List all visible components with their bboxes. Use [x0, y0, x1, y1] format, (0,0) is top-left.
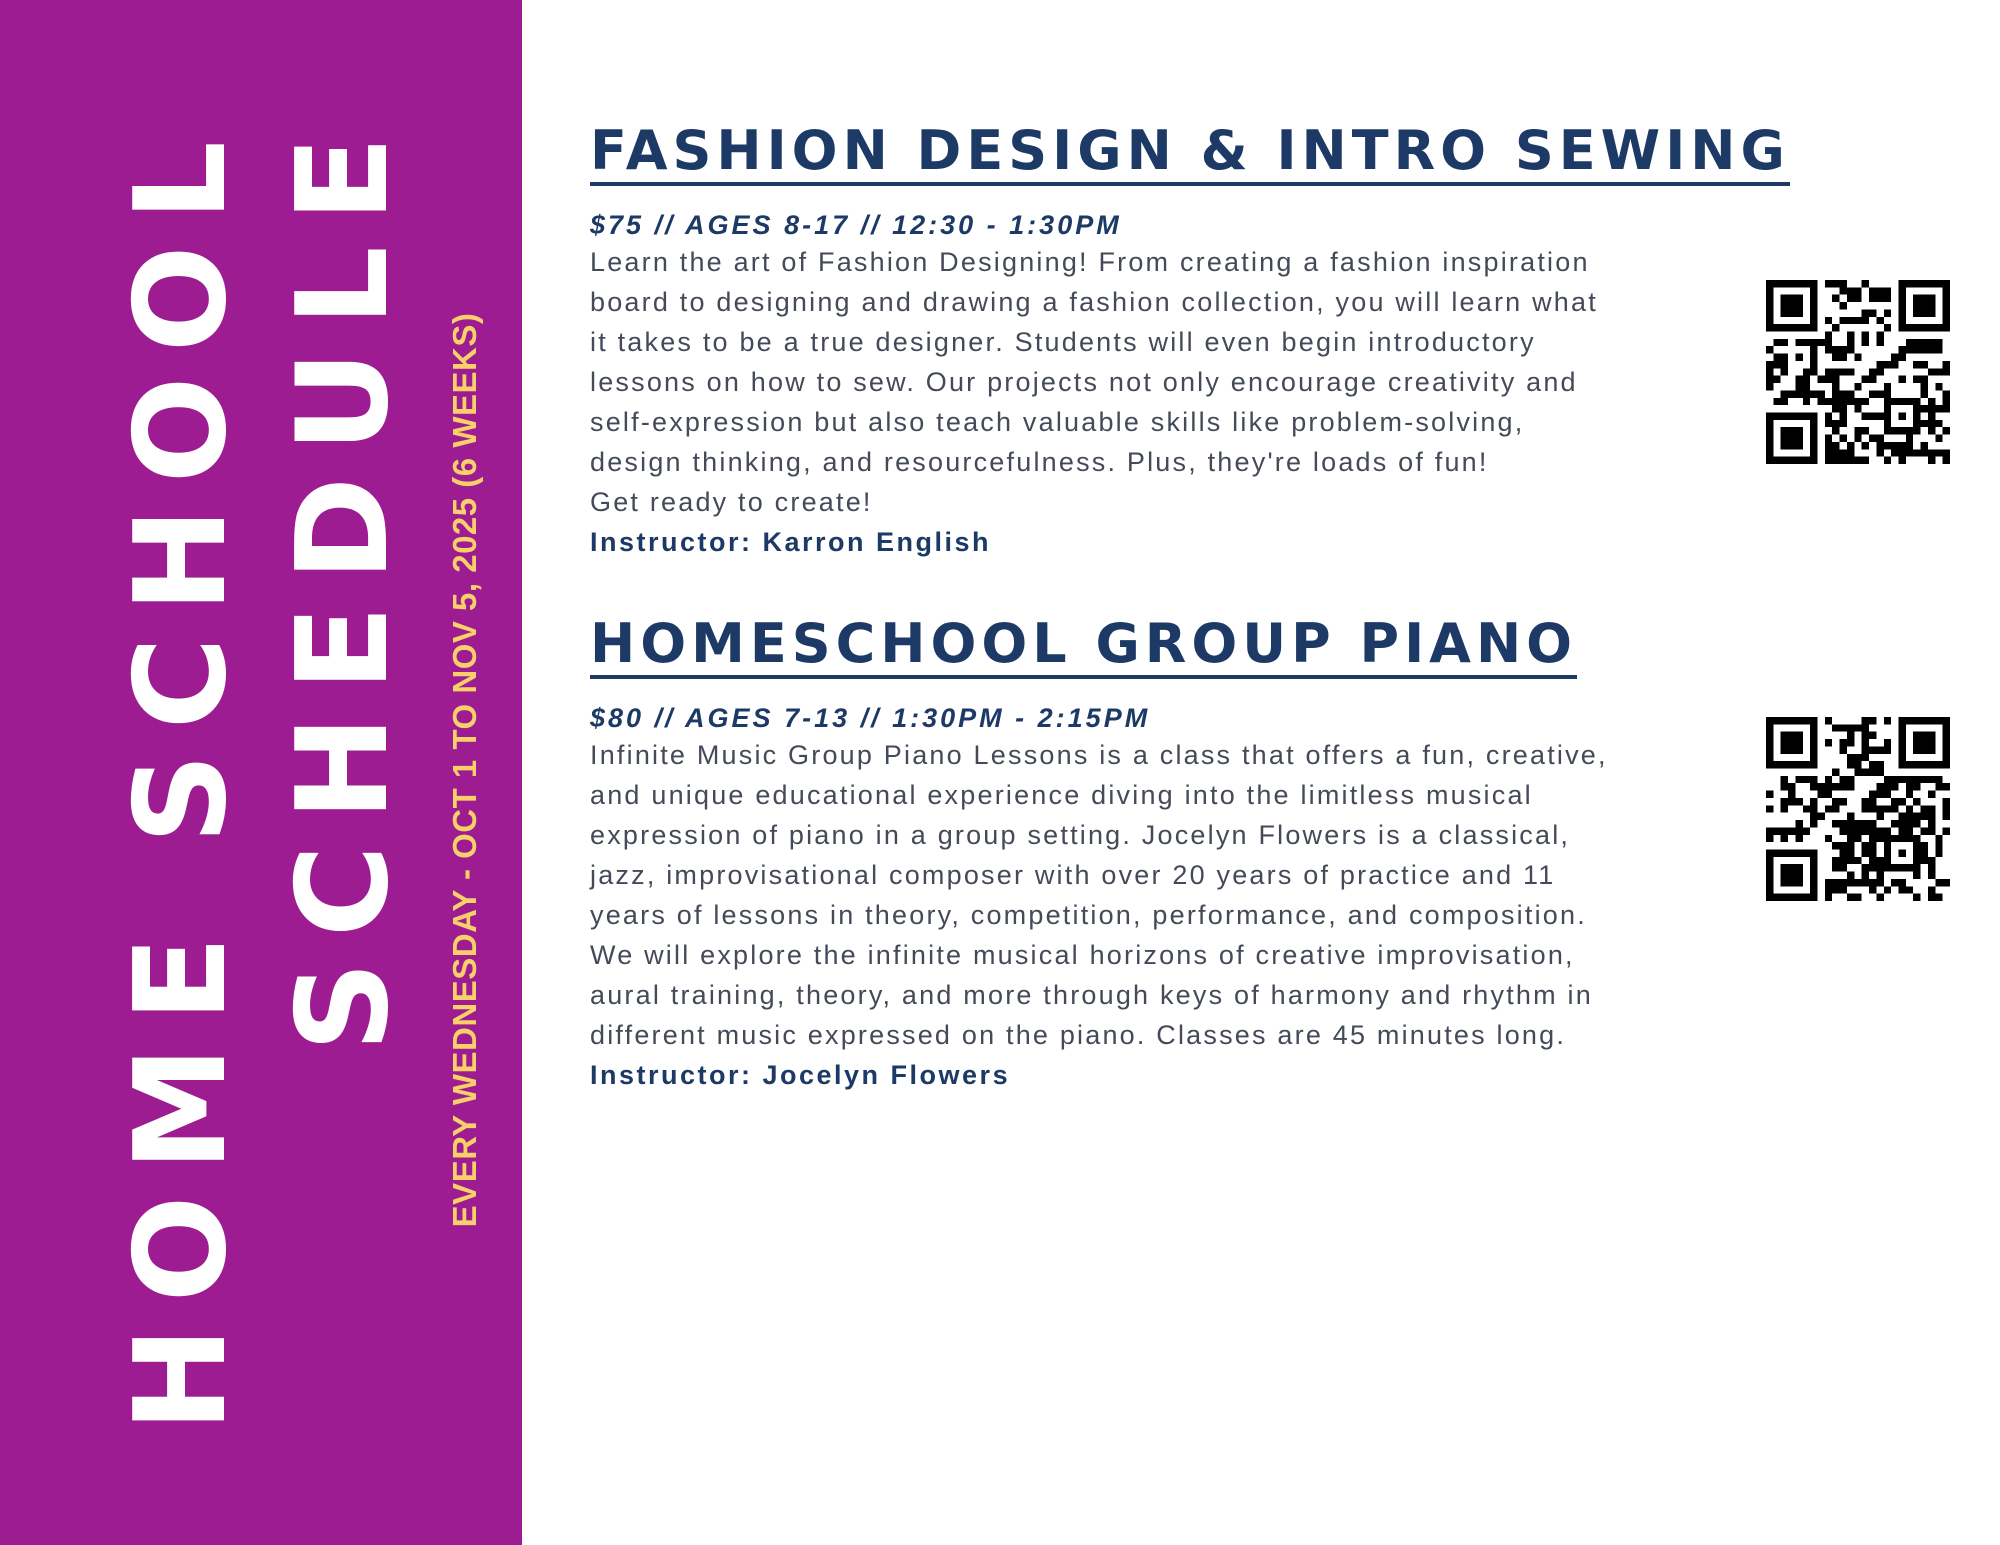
- schedule-dates-subtitle: EVERY WEDNESDAY - OCT 1 TO NOV 5, 2025 (6 WEEKS): [446, 312, 483, 1228]
- course-title: HOMESCHOOL GROUP PIANO: [590, 617, 1577, 679]
- course-title: FASHION DESIGN & INTRO SEWING: [590, 124, 1790, 186]
- course-instructor: Instructor: Jocelyn Flowers: [590, 1060, 1011, 1090]
- schedule-title-line-2: SCHEDULE: [269, 112, 416, 1053]
- course-fashion-design: [590, 119, 1790, 562]
- course-description: Learn the art of Fashion Designing! From creating a fashion inspiration board to designing and drawing a fashion collection, you will learn what it takes to be a true designer. Students will even begin introductory lessons on how to sew. Our projects not only encourage creativity and self-expression but also teach valuable skills like problem-solving, design thinking, and resourcefulness. Plus, they're loads of fun! Get ready to create!: [590, 247, 1598, 517]
- course-group-piano: [590, 612, 1740, 1095]
- course-instructor: Instructor: Karron English: [590, 527, 992, 557]
- course-description: Infinite Music Group Piano Lessons is a class that offers a fun, creative, and unique educational experience diving into the limitless musical expression of piano in a group setting. Jocelyn Flowers is a classical, jazz, improvisational composer with over 20 years of practice and 11 years of lessons in theory, competition, performance, and composition. We will explore the infinite musical horizons of creative improvisation, aural training, theory, and more through keys of harmony and rhythm in different music expressed on the piano. Classes are 45 minutes long.: [590, 740, 1608, 1050]
- qr-code-icon[interactable]: [1766, 717, 1950, 901]
- course-meta: $80 // AGES 7-13 // 1:30PM - 2:15PM: [590, 703, 1151, 733]
- schedule-title-line-1: HOME SCHOOL: [107, 116, 254, 1432]
- sidebar-banner: [0, 0, 522, 1545]
- qr-code-icon[interactable]: [1766, 280, 1950, 464]
- course-meta: $75 // AGES 8-17 // 12:30 - 1:30PM: [590, 210, 1122, 240]
